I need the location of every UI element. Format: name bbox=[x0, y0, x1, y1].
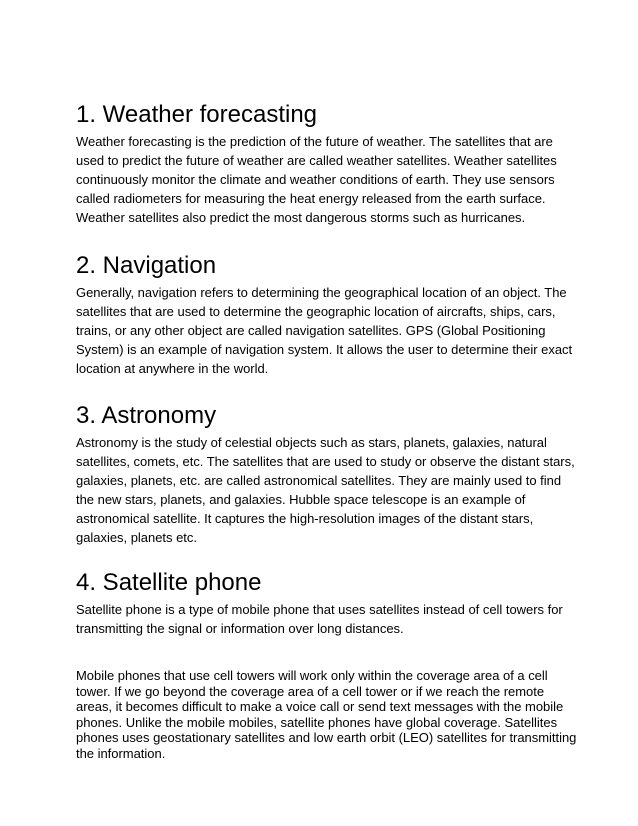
paragraph-line: transmitting the signal or information over long distances. bbox=[76, 621, 404, 636]
paragraph-line: tower. If we go beyond the coverage area of a cell tower or if we reach the remote bbox=[76, 683, 545, 699]
paragraph-line: galaxies, planets etc. bbox=[76, 530, 197, 545]
paragraph-line: location at anywhere in the world. bbox=[76, 361, 269, 376]
paragraph-line: used to predict the future of weather are called weather satellites. Weather satellites bbox=[76, 153, 557, 168]
section-heading: 3. Astronomy bbox=[76, 402, 217, 429]
paragraph-line: astronomical satellite. It captures the high-resolution images of the distant stars, bbox=[76, 511, 534, 526]
section-paragraph bbox=[76, 132, 566, 227]
paragraph-line: System) is an example of navigation system. It allows the user to determine their exact bbox=[76, 342, 573, 357]
paragraph-line: continuously monitor the climate and weather conditions of earth. They use sensors bbox=[76, 172, 555, 187]
paragraph-line: areas, it becomes difficult to make a voice call or send text messages with the mobile bbox=[76, 699, 564, 714]
paragraph-line: Astronomy is the study of celestial objects such as stars, planets, galaxies, natural bbox=[76, 435, 547, 450]
section-heading: 1. Weather forecasting bbox=[76, 101, 318, 128]
section-paragraph bbox=[76, 600, 566, 638]
paragraph-line: the information. bbox=[76, 745, 166, 761]
section-paragraph bbox=[76, 433, 575, 547]
section-astronomy bbox=[76, 401, 575, 547]
paragraph-line: trains, or any other object are called navigation satellites. GPS (Global Positioning bbox=[76, 323, 546, 338]
section-satellite-phone bbox=[76, 568, 577, 761]
paragraph-line: satellites, comets, etc. The satellites that are used to study or observe the distant stars, bbox=[76, 454, 575, 469]
section-navigation bbox=[76, 251, 573, 378]
paragraph-line: Weather forecasting is the prediction of the future of weather. The satellites that are bbox=[76, 134, 553, 149]
paragraph-line: Generally, navigation refers to determining the geographical location of an object. The bbox=[76, 285, 567, 300]
paragraph-line: the new stars, planets, and galaxies. Hubble space telescope is an example of bbox=[76, 492, 526, 507]
section-heading: 4. Satellite phone bbox=[76, 569, 262, 596]
paragraph-line: phones. Unlike the mobile mobiles, satellite phones have global coverage. Satellites bbox=[76, 714, 558, 730]
paragraph-line: satellites that are used to determine the geographic location of aircrafts, ships, cars, bbox=[76, 304, 556, 319]
section-paragraph bbox=[76, 283, 573, 378]
paragraph-line: Mobile phones that use cell towers will work only within the coverage area of a cell bbox=[76, 668, 548, 683]
paragraph-line: Weather satellites also predict the most dangerous storms such as hurricanes. bbox=[76, 210, 526, 225]
paragraph-line: called radiometers for measuring the heat energy released from the earth surface. bbox=[76, 191, 546, 206]
paragraph-line: galaxies, planets, etc. are called astronomical satellites. They are mainly used to find bbox=[76, 473, 562, 488]
section-weather-forecasting bbox=[76, 100, 566, 227]
paragraph-line: phones uses geostationary satellites and low earth orbit (LEO) satellites for transmitting bbox=[76, 730, 577, 745]
section-heading: 2. Navigation bbox=[76, 252, 217, 279]
section-paragraph bbox=[76, 668, 577, 761]
paragraph-line: Satellite phone is a type of mobile phone that uses satellites instead of cell towers for bbox=[76, 602, 563, 617]
